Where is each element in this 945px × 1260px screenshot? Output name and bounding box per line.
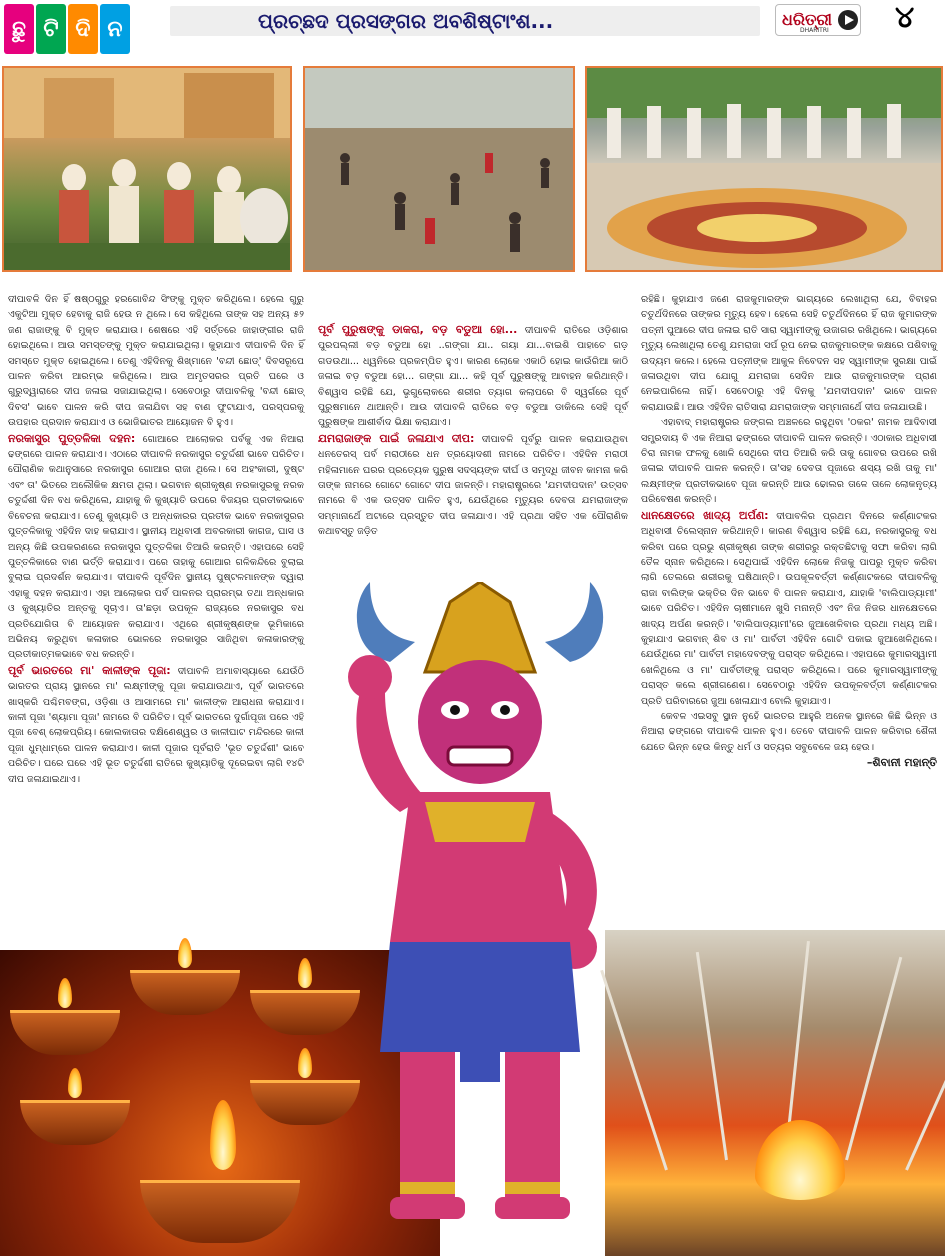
photo-street-crowd [303, 66, 575, 272]
diya-icon [140, 1180, 300, 1243]
logo-letter-1: ଛୁ [4, 4, 34, 54]
guru-painting-art [4, 68, 292, 272]
flame-icon [298, 1048, 312, 1078]
logo-letter-2: ଟି [36, 4, 66, 54]
section-logo [4, 4, 130, 54]
logo-letter-3: ଦି [68, 4, 98, 54]
article-column-3 [641, 292, 937, 771]
idol-art [330, 582, 630, 1256]
paragraph [318, 431, 628, 540]
article-column-2 [318, 322, 628, 540]
play-icon [838, 10, 858, 30]
diya-icon [20, 1100, 130, 1145]
pole [905, 978, 945, 1171]
diya-icon [10, 1010, 120, 1055]
subheading: ଯମରାଜାଙ୍କ ପାଇଁ ଜଳାଯାଏ ଦୀପ: [318, 431, 475, 445]
street-crowd-art [305, 68, 575, 272]
paragraph: ଏହାବାଦ୍ ମହାରାଷ୍ଟ୍ରର ଜଙ୍ଗଲ ଅଞ୍ଚଳରେ ରହୁଥିବା 'ଠକର' ନାମକ ଆଦିବାସୀ ସମ୍ପ୍ରଦାୟ ବି ଏକ ନିଆରା ଢଙ୍ଗରେ ଦୀପାବଳି ପାଳନ କରନ୍ତି। ଏଠାକାର ଅଧିବାସୀ ଚିରା ନାମକ ଫଳକୁ ଖୋଳି ସେଥିରେ ଦୀପ ତିଆରି କରି ତାକୁ ଗୋବର ଉପରେ ରଖି ଜଳାଇ ଦୀପାବଳି ପାଳନ କରନ୍ତି। ତା'ସହ ଦେବତା ପୂଜାରେ ଶସ୍ୟ ରଖି ତାକୁ ମା' ଲକ୍ଷ୍ମୀଙ୍କ ପ୍ରତୀକଭାବେ ପୂଜା କରନ୍ତି ଆଉ ଢୋଲର ତାଳେ ତାଳେ ଲୋକନୃତ୍ୟ ପରିବେଷଣ କରନ୍ତି। [641, 417, 937, 506]
paragraph: ରହିଛି। କୁହାଯାଏ ଜଣେ ରାଜକୁମାରଙ୍କ ଭାଗ୍ୟରେ ଲେଖାଥିଲା ଯେ, ବିବାହର ଚତୁର୍ଥଦିନରେ ତାଙ୍କର ମୃତ୍ୟୁ ହେବ। ହେଲେ ସେହି ଚତୁର୍ଥଦିନରେ ହିଁ ରାଜ କୁମାରଙ୍କ ପତ୍ନୀ ପୁଆରେ ଦୀପ ଜଳାଇ ରାତି ସାରା ସ୍ୱାମୀଙ୍କୁ ଉଜାଗର ରଖିଥିଲେ। ଭାଗ୍ୟରେ ମୃତ୍ୟୁ ଲେଖାଥିଲା ତେଣୁ ଯମରାଜା ସର୍ପ ରୂପ ନେଇ ରାଜକୁମାରଙ୍କ କକ୍ଷରେ ପଶିବାକୁ ଉଦ୍ୟମ କଲେ। ହେଲେ ପତ୍ନୀଙ୍କ ଆକୁଳ ନିବେଦନ ସହ ସ୍ୱାମୀଙ୍କ ସୁରକ୍ଷା ପାଇଁ ଜଳାଉଥିବା ଦୀପ ଯୋଗୁ ଯମରାଜା ସେଦିନ ଆଉ ରାଜକୁମାରଙ୍କ ପ୍ରାଣ ନେଇପାରିଲେ ନାହିଁ। ସେବେଠାରୁ ଏହି ଦିନକୁ 'ଯମଦୀପଦାନ' ଭାବେ ପାଳନ କରାଯାଉଛି। ଆଉ ଏହିଦିନ ରାତିସାରା ଯମରାଜାଙ୍କ ସମ୍ମାନାର୍ଥେ ଦୀପ ଜଳାଯାଉଛି। [641, 294, 937, 413]
bonfire-image [605, 930, 945, 1256]
paragraph-text: ଦୀପାବଳି ପୂର୍ବରୁ ପାଳନ କରାଯାଉଥିବା ଧନତେରସ୍ ପର୍ବ ମରାଠୀରେ ଧନ ତ୍ରୟୋଦଶୀ ନାମରେ ପରିଚିତ। ଏହିଦିନ ମରାଠୀ ମହିଳାମାନେ ଘରର ପ୍ରତ୍ୟେକ ପୁରୁଷ ସଦସ୍ୟଙ୍କ ଦୀର୍ଘ ଓ ସମୃଦ୍ଧି ଜୀବନ କାମନା କରି ତାଙ୍କ ନାମରେ ଗୋଟେ ଗୋଟେ ଦୀପ ଜାଳନ୍ତି। ମହାରାଷ୍ଟ୍ରରେ 'ଯମଦୀପଦାନ' ଉତ୍ସବ ନାମରେ ବି ଏକ ଉତ୍ସବ ପାଳିତ ହୁଏ, ଯେଉଁଥିରେ ମୃତ୍ୟୁର ଦେବତା ଯମରାଜାଙ୍କ ସମ୍ମାନାର୍ଥେ ଅଟାରେ ପ୍ରସ୍ତୁତ ଦୀପ ଜଳାଯାଏ। ଏହି ପ୍ରଥା ସହିତ ଏକ ପୌରାଣିକ କଥାବସ୍ତୁ ଜଡ଼ିତ [318, 433, 629, 538]
subheading: ଧାନକ୍ଷେତରେ ଖାଦ୍ୟ ଅର୍ପଣ: [641, 508, 769, 522]
page-number: ୪ [895, 0, 915, 35]
article-column-1 [8, 292, 304, 787]
pole [845, 957, 902, 1161]
paragraph-text: ଦୀପାବଳିର ପ୍ରଥମ ଦିନରେ କର୍ଣ୍ଣାଟକର ଅଧିବାସୀ ଚିଲେସ୍ନାନ କରିଥାନ୍ତି। କାରଣ ବିଶ୍ୱାସ ରହିଛି ଯେ, ନରକାସୁରକୁ ବଧ କରିବା ପରେ ପ୍ରଭୁ ଶ୍ରୀକୃଷ୍ଣ ତାଙ୍କ ଶରୀରରୁ ରକ୍ତଛିଟାକୁ ସଫା କରିବା ଲାଗି ତୈଳ ସ୍ନାନ କରିଥିଲେ। ସେଥିପାଇଁ ଏହିଦିନ ଲୋକେ ନିଜକୁ ପାପରୁ ମୁକ୍ତ କରିବା ଲାଗି ତେଲରେ ଶରୀରକୁ ଘଷିଥାନ୍ତି। ଉପକୂଳବର୍ତ୍ତୀ କର୍ଣ୍ଣାଟକରେ ଦୀପାବଳିକୁ ରାଜା ବାଲିଙ୍କ ଭକ୍ତିର ଦିନ ଭାବେ ବି ପାଳନ କରାଯାଏ, ଯାହାକି 'ବାଲିପାଡ୍ୟାମୀ' ଭାବେ ପରିଚିତ। ଏହିଦିନ ଚାଷୀମାନେ ଖୁସି ମନାନ୍ତି ଏବଂ ନିଜ ନିଜର ଧାନକ୍ଷେତରେ ଖାଦ୍ୟ ଅର୍ପଣ କରନ୍ତି। 'ବାଲିପାଡ୍ୟାମୀ'ରେ ଜୁଆଖେଳିବାର ପ୍ରଥା ମଧ୍ୟ ଅଛି। କୁହାଯାଏ ଭଗବାନ୍ ଶିବ ଓ ମା' ପାର୍ବତୀ ଏହିଦିନ ଗୋଟି ପକାଇ ଜୁଆଖେଳିଥିଲେ। ଯେଉଁଥିରେ ମା' ପାର୍ବତୀ ମହାଦେବଙ୍କୁ ପରାସ୍ତ କରିଥିଲେ। ଏହାପରେ କୁମାରସ୍ୱାମୀ ଖେଳିଥିଲେ ଓ ମା' ପାର୍ବତୀଙ୍କୁ ପରାସ୍ତ କରିଥିଲେ। ପରେ କୁମାରସ୍ୱାମୀଙ୍କୁ ପରାସ୍ତ କଲେ ଶ୍ରୀଗଣେଶ। ସେବେଠାରୁ ଏହିଦିନ ଉପକୂଳବର୍ତ୍ତୀ କର୍ଣ୍ଣାଟକର ପ୍ରତି ପରିବାରରେ ଜୁଆ ଖେଳାଯାଏ ବୋଲି କୁହାଯାଏ। [641, 510, 937, 707]
pole [785, 941, 810, 1150]
paragraph [318, 322, 628, 431]
flame-icon [210, 1100, 236, 1170]
diya-icon [130, 970, 240, 1015]
paragraph [8, 663, 304, 787]
paragraph [641, 508, 937, 709]
photo-guru-painting [2, 66, 292, 272]
logo-letter-4: ନ [100, 4, 130, 54]
flame-icon [68, 1068, 82, 1098]
subheading: ପୂର୍ବ ପୁରୁଷଙ୍କୁ ଡାକରା, ବଡ଼ ବଡୁଆ ହୋ... [318, 323, 518, 336]
paragraph [8, 431, 304, 663]
brand-sub: DHARITRI [800, 27, 829, 34]
page-title: ପ୍ରଚ୍ଛଦ ପ୍ରସଙ୍ଗର ଅବଶିଷ୍ଟାଂଶ... [258, 9, 554, 33]
flame-icon [58, 978, 72, 1008]
paragraph: କେବଳ ଏଇସବୁ ସ୍ଥାନ ନୁହେଁ ଭାରତର ଆହୁରି ଅନେକ ସ୍ଥାନରେ କିଛି ଭିନ୍ନ ଓ ନିଆରା ଢଙ୍ଗରେ ଦୀପାବଳି ପାଳନ ହୁଏ। ତେବେ ଦୀପାବଳି ପାଳନ କରିବାର ଶୈଳୀ ଯେତେ ଭିନ୍ନ ହେଉ କିନ୍ତୁ ଧର୍ମ ଓ ସତ୍ୟର ସବୁବେଳେ ଜୟ ହେଉ। [641, 710, 937, 753]
pole [696, 952, 728, 1160]
flame-icon [298, 958, 312, 988]
paragraph-text: ଗୋଆରେ ଆଲୋକର ପର୍ବକୁ ଏକ ନିଆରା ଢଙ୍ଗରେ ପାଳନ କରାଯାଏ। ଏଠାରେ ଦୀପାବଳି ନରକାସୁର ଚତୁର୍ଦ୍ଦଶୀ ଭାବେ ପରିଚିତ। ପୌରାଣିକ କଥାନୁସାରେ ନରକାସୁର ଗୋଆର ରାଜା ଥିଲେ। ସେ ଅହଂକାରୀ, ଦୁଷ୍ଟ ଏବଂ ତା' ଭିତରେ ଅଲୌକିକ କ୍ଷମତା ଥିଲା। ଭଗବାନ ଶ୍ରୀକୃଷ୍ଣ ନରକାସୁରକୁ ନରକ ଚତୁର୍ଦ୍ଦଶୀ ଦିନ ବଧ କରିଥିଲେ, ଯାହାକୁ କି କୁଖ୍ୟାତି ଉପରେ ବିଜୟର ପ୍ରତୀକଭାବେ ବିବେଚନା କରାଯାଏ। ତେଣୁ କୁଖ୍ୟାତି ଓ ଅନ୍ଧକାରର ପ୍ରତୀକ ଭାବେ ନରକାସୁରର ପୁତ୍ତଳିକାକୁ ଏହିଦିନ ଦାହ କରାଯାଏ। ସ୍ଥାନୀୟ ଅଧିବାସୀ ଅବରକାରୀ କାଗଜ, ଘାସ ଓ ଅନ୍ୟ କିଛି ଉପକରଣରେ ନରକାସୁର ପୁତ୍ତଳିକା ତିଆରି କରନ୍ତି। ଏହାପରେ ସେହି ପୁତ୍ତଳିକାରେ ବାଣ ଭର୍ତ୍ତି କରାଯାଏ। ପରେ ତାହାକୁ ଗୋଆର ଗଳିକନ୍ଦିରେ ବୁଲାଇ ବୁଲାଇ ପ୍ରଦର୍ଶନ କରାଯାଏ। ଦୀପାବଳି ପୂର୍ବଦିନ ସ୍ଥାନୀୟ ପୁଷ୍ଟଳମାନଙ୍କ ଦ୍ୱାରା ଏହାକୁ ଦହନ କରାଯାଏ। ଏହା ଆଲୋକର ପର୍ବ ପାଳନର ପ୍ରାରମ୍ଭ ତଥା ଅନ୍ଧକାର ଓ କୁଖ୍ୟାତିର ଅନ୍ତକୁ ସୂଚାଏ। ତା'ଛଡ଼ା ଉପକୂଳ ରାଜ୍ୟରେ ନରକାସୁର ବଧ ପ୍ରତିଯୋଗିତା ବି ଆୟୋଜନ କରାଯାଏ। ଏଥିରେ ଶ୍ରୀକୃଷ୍ଣଙ୍କ ଭୂମିକାରେ ଅଭିନୟ କରୁଥିବା କଳାକାର ଭୋଳରେ ନରକାସୁର ସାଜିଥିବା କଳାକାରଙ୍କୁ ପ୍ରତୀକାତ୍ମକଭାବେ ବଧ କରନ୍ତି। [8, 433, 304, 661]
subheading: ପୂର୍ବ ଭାରତରେ ମା' କାଳୀଙ୍କ ପୂଜା: [8, 663, 171, 677]
flame-icon [178, 938, 192, 968]
paragraph: ଦୀପାବଳି ଦିନ ହିଁ ଷଷ୍ଠଗୁରୁ ହରଗୋବିନ୍ଦ ସିଂଙ୍କୁ ମୁକ୍ତ କରିଥିଲେ। ହେଲେ ଗୁରୁ ଏକୁଟିଆ ମୁକ୍ତ ହେବାକୁ ରାଜି ହେଉ ନ ଥିଲେ। ସେ କହିଥିଲେ ତାଙ୍କ ସହ ଅନ୍ୟ ୫୨ ଜଣ ରାଜାଙ୍କୁ ବି ମୁକ୍ତ କରାଯାଉ। ଶେଷରେ ଏହି ସର୍ତ୍ତରେ ଜାହାଙ୍ଗୀର ରାଜି ହୋଇଥିଲେ। ଆଉ ସମସ୍ତଙ୍କୁ ମୁକ୍ତ କରାଯାଇଥିଲା। କୁହାଯାଏ ଦୀପାବଳି ଦିନ ହିଁ ସମସ୍ତେ ମୁକ୍ତ ହୋଇଥିଲେ। ତେଣୁ ଏହିଦିନକୁ ଶିଖ୍‌ମାନେ 'ବନ୍ଦୀ ଛୋଡ୍' ଦିବସରୂପେ ପାଳନ କରିବା ଆରମ୍ଭ କରିଥିଲେ। ଆଉ ଅମୃତସରର ପ୍ରତି ଘରେ ଓ ଗୁରୁଦ୍ୱାରାରେ ଦୀପ ଜଳାଇ ସଜାଯାଇଥିଲା। ସେବେଠାରୁ ଦୀପାବଳିକୁ 'ବନ୍ଦୀ ଛୋଡ୍ ଦିବସ' ଭାବେ ପାଳନ କରି ଦୀପ ଜଳାଯିବା ସହ ବାଣ ଫୁଟାଯାଏ, ପରସ୍ପରକୁ ଉପହାର ପ୍ରଦାନ କରାଯାଏ ଓ ଭୋଜିଭାତର ଆୟୋଜନ ବି ହୁଏ। [8, 294, 304, 429]
subheading: ନରକାସୁର ପୁତ୍ତଳିକା ଦହନ: [8, 431, 136, 445]
narakasura-idol-image [330, 582, 630, 1256]
flame-icon [755, 1120, 845, 1200]
brand-badge[interactable] [775, 4, 861, 36]
paragraph-text: ଦୀପାବଳି ଅମାବାସ୍ୟାରେ ଯେଉଁଠି ଭାରତର ପ୍ରାୟ ସ୍ଥାନରେ ମା' ଲକ୍ଷ୍ମୀଙ୍କୁ ପୂଜା କରାଯାଉଥାଏ, ପୂର୍ବ ଭାରତରେ ଖାସ୍‌କରି ପଶ୍ଚିମବଙ୍ଗ, ଓଡ଼ିଶା ଓ ଆସାମରେ ମା' କାଳୀଙ୍କ ଆରାଧନା କରାଯାଏ। କାଳୀ ପୂଜା 'ଶ୍ୟାମା ପୂଜା' ନାମରେ ବି ପରିଚିତ। ପୂର୍ବ ଭାରତରେ ଦୁର୍ଗାପୂଜା ପରେ ଏହି ପୂଜା ବେଶ୍ ଲୋକପ୍ରିୟ। କୋଲକାତାର ଦକ୍ଷିଣେଶ୍ୱର ଓ କାଳୀଘାଟ ମନ୍ଦିରରେ କାଳୀ ପୂଜା ଧୁମ୍‌ଧାମ୍‌ରେ ପାଳନ କରାଯାଏ। କାଳୀ ପୂଜାର ପୂର୍ବରାତି 'ଭୂତ ଚତୁର୍ଦ୍ଦଶୀ' ଭାବେ ପରିଚିତ। ଘରେ ଘରେ ଏହି ଭୂତ ଚତୁର୍ଦ୍ଦଶୀ ରାତିରେ କୁଖ୍ୟାତିକୁ ଦୂରେଇବା ଲାଗି ୧୪ଟି ଦୀପ ଜଳାଯାଇଥାଏ। [8, 665, 304, 785]
page-header [0, 0, 945, 62]
author-signature: –ଶିବାନୀ ମହାନ୍ତି [866, 756, 937, 770]
brand-name: ଧରିତ୍ରୀ [782, 10, 832, 29]
paragraph-text: ଦୀପାବଳି ରାତିରେ ଓଡ଼ିଶାର ପୁରପଲ୍ଲୀ ବଡ଼ ବଡୁଆ ହୋ ..ଗଙ୍ଗା ଯା.. ଗୟା ଯା...ବାଇଶି ପାହାଚେ ଗଡ଼ ଗଡଉଥା... ଧ୍ୱନିରେ ପ୍ରକମ୍ପିତ ହୁଏ। କାରଣ ଲୋକେ ଏକାଠି ହୋଇ କାଉଁରିଆ କାଠି ଜଳାଇ ବଡ଼ ବଡୁଆ ହୋ... ଗଙ୍ଗା ଯା... କହି ପୂର୍ବ ପୁରୁଷଙ୍କୁ ଆବାହନ କରିଥାନ୍ତି। ବିଶ୍ୱାସ ରହିଛି ଯେ, ଭୃଗୁଲୋକରେ ଶରୀର ତ୍ୟାଗ କଲାପରେ ବି ସ୍ୱର୍ଗରେ ପୂର୍ବ ପୁରୁଷମାନେ ଥାଆନ୍ତି। ଆଉ ଦୀପାବଳି ରାତିରେ ବଡ଼ ବଡୁଆ ଡାକିଲେ ସେହି ପୂର୍ବ ପୁରୁଷଙ୍କ ଆଶୀର୍ବାଦ ଭିକ୍ଷା କରାଯାଏ। [318, 325, 628, 429]
rangoli-ceremony-art [587, 68, 943, 272]
photo-rangoli-ceremony [585, 66, 943, 272]
